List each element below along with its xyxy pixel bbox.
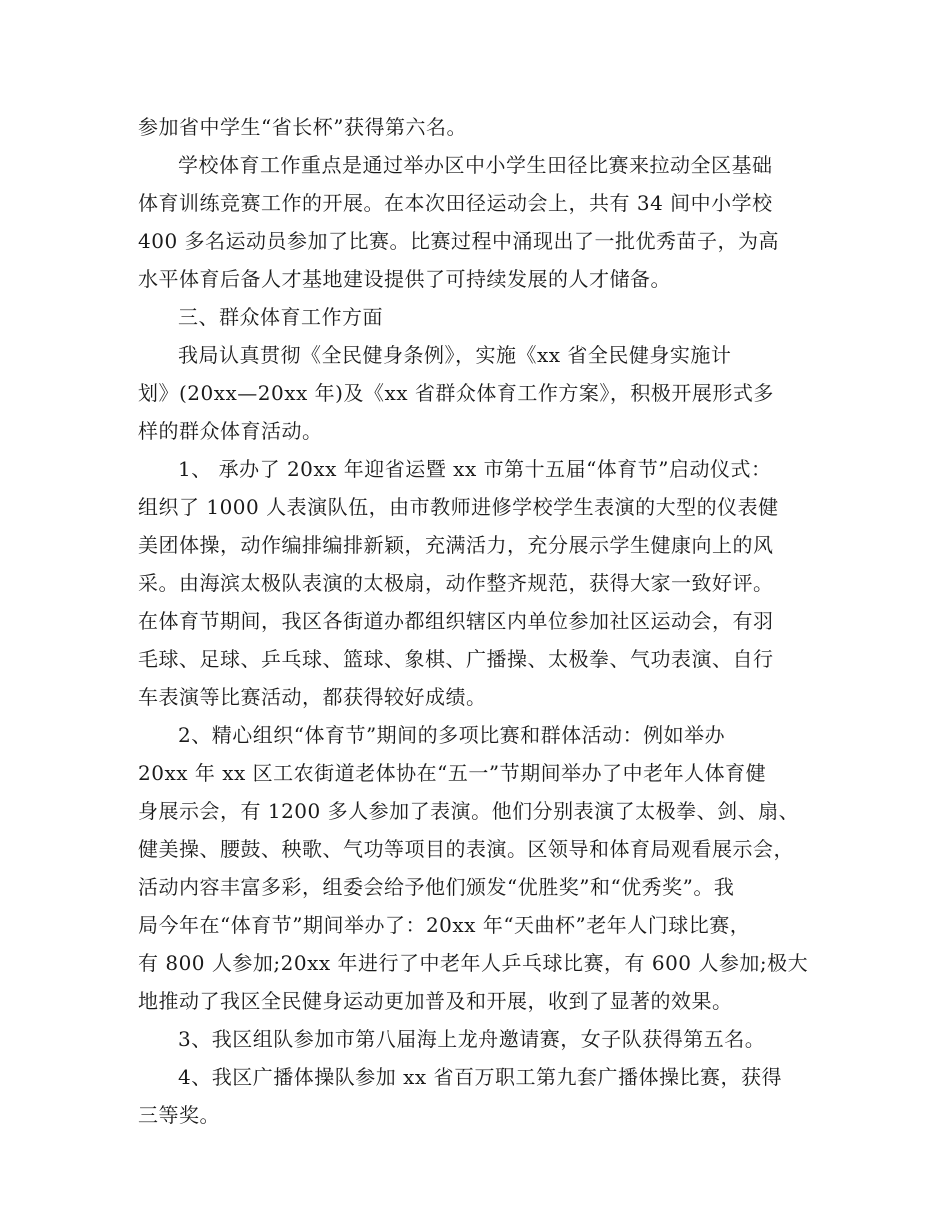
text-line: 毛球、足球、乒乓球、篮球、象棋、广播操、太极拳、气功表演、自行 (138, 647, 774, 671)
text-line: 划》(20xx—20xx 年)及《xx 省群众体育工作方案》，积极开展形式多 (138, 381, 774, 405)
text-line: 美团体操，动作编排编排新颖，充满活力，充分展示学生健康向上的风 (138, 533, 774, 557)
text-line: 车表演等比赛活动，都获得较好成绩。 (138, 685, 487, 709)
section-heading: 三、群众体育工作方面 (178, 305, 383, 329)
text-line: 学校体育工作重点是通过举办区中小学生田径比赛来拉动全区基础 (178, 153, 773, 177)
text-line: 20xx 年 xx 区工农街道老体协在“五一”节期间举办了中老年人体育健 (138, 761, 767, 785)
text-line: 3、我区组队参加市第八届海上龙舟邀请赛，女子队获得第五名。 (178, 1027, 766, 1051)
text-line: 身展示会，有 1200 多人参加了表演。他们分别表演了太极拳、剑、扇、 (138, 799, 800, 823)
text-line: 有 800 人参加;20xx 年进行了中老年人乒乓球比赛，有 600 人参加;极大 (138, 951, 809, 975)
text-line: 1、 承办了 20xx 年迎省运暨 xx 市第十五届“体育节”启动仪式： (178, 457, 772, 481)
text-line: 采。由海滨太极队表演的太极扇，动作整齐规范，获得大家一致好评。 (138, 571, 774, 595)
text-line: 活动内容丰富多彩，组委会给予他们颁发“优胜奖”和“优秀奖”。我 (138, 875, 735, 899)
text-line: 2、精心组织“体育节”期间的多项比赛和群体活动：例如举办 (178, 723, 726, 747)
text-line: 体育训练竞赛工作的开展。在本次田径运动会上，共有 34 间中小学校 (138, 191, 773, 215)
text-line: 地推动了我区全民健身运动更加普及和开展，收到了显著的效果。 (138, 989, 733, 1013)
text-line: 样的群众体育活动。 (138, 419, 323, 443)
text-line: 400 多名运动员参加了比赛。比赛过程中涌现出了一批优秀苗子，为高 (138, 229, 780, 253)
text-line: 三等奖。 (138, 1103, 220, 1127)
text-line: 我局认真贯彻《全民健身条例》，实施《xx 省全民健身实施计 (178, 343, 732, 367)
text-line: 组织了 1000 人表演队伍，由市教师进修学校学生表演的大型的仪表健 (138, 495, 779, 519)
text-line: 4、我区广播体操队参加 xx 省百万职工第九套广播体操比赛，获得 (178, 1065, 782, 1089)
text-line: 水平体育后备人才基地建设提供了可持续发展的人才储备。 (138, 267, 671, 291)
text-line: 局今年在“体育节”期间举办了：20xx 年“天曲杯”老年人门球比赛， (138, 913, 751, 937)
document-body (138, 108, 830, 1134)
text-line: 参加省中学生“省长杯”获得第六名。 (138, 115, 467, 139)
text-line: 健美操、腰鼓、秧歌、气功等项目的表演。区领导和体育局观看展示会， (138, 837, 794, 861)
text-line: 在体育节期间，我区各街道办都组织辖区内单位参加社区运动会，有羽 (138, 609, 774, 633)
